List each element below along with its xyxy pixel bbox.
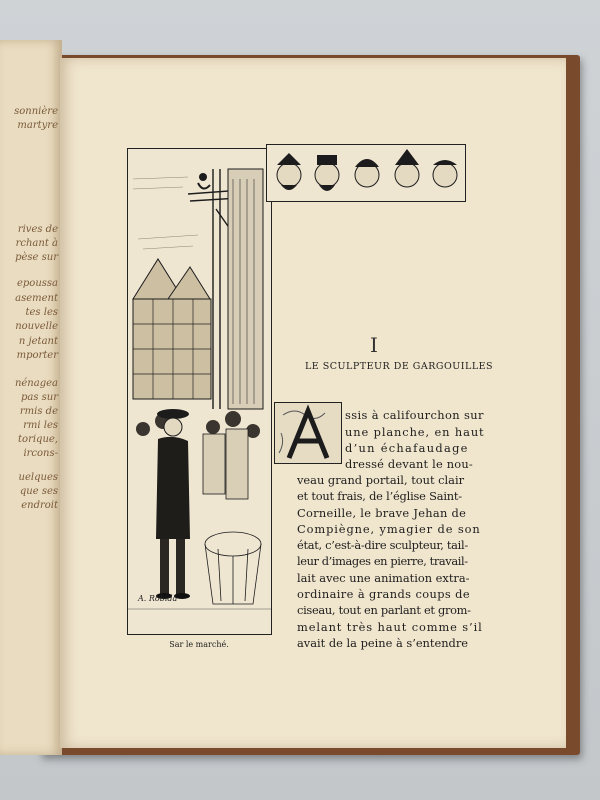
left-line: epoussa (16, 278, 58, 289)
left-line: rives de (17, 224, 58, 235)
body-line: et tout frais, de l’église Saint- (297, 489, 462, 503)
market-illustration (127, 148, 272, 635)
body-line: Compiègne, ymagier de son (297, 522, 481, 536)
gargoyle-heads-drawing (267, 145, 465, 201)
body-line: Corneille, le brave Jehan de (297, 506, 467, 520)
drop-cap-a-icon (274, 402, 342, 464)
heads-frieze (266, 144, 466, 202)
body-line: état, c’est-à-dire sculpteur, tail- (297, 538, 468, 552)
artist-signature: A. Robida (138, 594, 178, 603)
left-line: endroit (21, 500, 58, 511)
left-line: rchant à (15, 238, 58, 249)
body-line: d’un échafaudage (345, 441, 469, 455)
left-line: ircons- (23, 448, 58, 459)
left-line: uelques (18, 472, 58, 483)
body-line: dressé devant le nou- (345, 457, 473, 471)
left-line: rmis de (19, 406, 58, 417)
left-line: n jetant (18, 336, 58, 347)
left-line: tes les (25, 307, 58, 318)
left-line: nouvelle (15, 321, 58, 332)
left-line: sonnière (14, 106, 58, 117)
left-line: rmi les (23, 420, 58, 431)
body-line: leur d’images en pierre, travail- (297, 554, 468, 568)
market-scene-drawing (128, 149, 271, 634)
body-line: ordinaire à grands coups de (297, 587, 471, 601)
left-line: torique, (18, 434, 58, 445)
body-line: veau grand portail, tout clair (297, 473, 465, 487)
left-line: que ses (19, 486, 58, 497)
left-line: mporter (16, 350, 58, 361)
chapter-title: LE SCULPTEUR DE GARGOUILLES (305, 361, 494, 372)
body-line: avait de la peine à s’entendre (297, 636, 469, 650)
illustration-caption: Sar le marché. (169, 640, 229, 649)
body-line: melant très haut comme s’il (297, 620, 483, 634)
body-line: ssis à califourchon sur (345, 408, 484, 422)
body-line: lait avec une animation extra- (297, 571, 470, 585)
left-line: nénagea (14, 378, 58, 389)
chapter-numeral: I (370, 333, 379, 357)
left-line: asement (15, 293, 58, 304)
left-page (0, 40, 62, 755)
left-line: martyre (17, 120, 58, 131)
body-line: ciseau, tout en parlant et grom- (297, 603, 471, 617)
left-line: pèse sur (15, 252, 58, 263)
left-line: pas sur (20, 392, 58, 403)
body-line: une planche, en haut (345, 425, 485, 439)
